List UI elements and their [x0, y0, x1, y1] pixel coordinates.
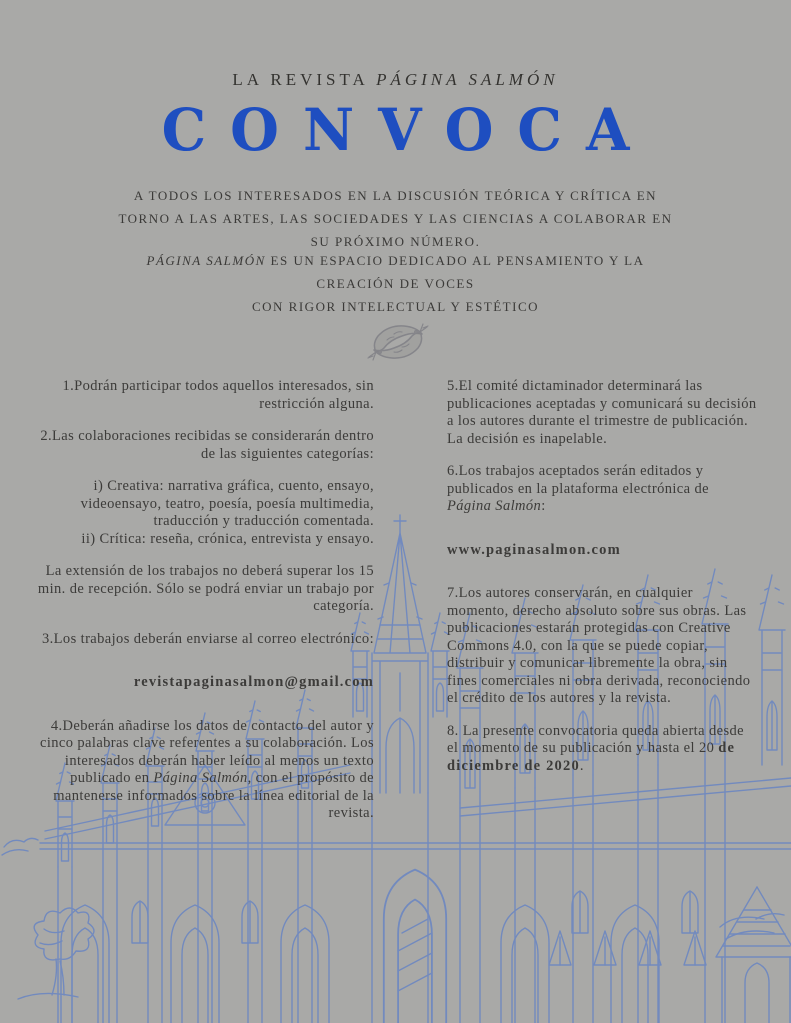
- guideline-length: La extensión de los trabajos no deberá superar los 15 min. de recepción. Sólo se podrá enviar un trabajo por categoría.: [37, 563, 374, 614]
- guideline-4: 4.Deberán añadirse los datos de contacto del autor y cinco palabras clave referentes a su colaboración. Los interesados deberán haber leído al menos un texto publicado en Página Salmón, con el propósito de mantenerse informados sobre la línea editorial de la revista.: [39, 717, 374, 821]
- salmon-fish-logo-icon: [365, 315, 431, 369]
- guidelines-columns: [0, 378, 791, 838]
- intro-mission-text: PÁGINA SALMÓN ES UN ESPACIO DEDICADO AL PENSAMIENTO Y LA CREACIÓN DE VOCES CON RIGOR INTELECTUAL Y ESTÉTICO: [146, 253, 645, 314]
- right-column: [447, 378, 757, 838]
- guideline-7: 7.Los autores conservarán, en cualquier momento, derecho absoluto sobre sus obras. Las publicaciones estarán protegidas con Creative Commons 4.0, con la que se puede copiar, distribuir y comunicar libremente la obra, sin fines comerciales ni obra derivada, reconociendo el crédito de los autores y la revista.: [447, 585, 751, 706]
- convoca-title: CONVOCA: [161, 95, 654, 165]
- guideline-5: 5.El comité dictaminador determinará las publicaciones aceptadas y comunicará su decisión a los autores durante el trimestre de publicación. La decisión es inapelable.: [447, 378, 757, 447]
- magazine-kicker: LA REVISTA PÁGINA SALMÓN: [232, 70, 559, 89]
- guideline-1: 1.Podrán participar todos aquellos interesados, sin restricción alguna.: [62, 378, 374, 412]
- email-address: revistapaginasalmon@gmail.com: [133, 674, 374, 690]
- guideline-8-deadline: 8. La presente convocatoria queda abierta desde el momento de su publicación y hasta el 20 de diciembre de 2020.: [447, 722, 744, 774]
- guideline-6: 6.Los trabajos aceptados serán editados y publicados en la plataforma electrónica de Página Salmón:: [447, 463, 709, 514]
- guideline-2: 2.Las colaboraciones recibidas se considerarán dentro de las siguientes categorías:: [40, 428, 374, 462]
- intro-call-text: A TODOS LOS INTERESADOS EN LA DISCUSIÓN TEÓRICA Y CRÍTICA EN TORNO A LAS ARTES, LAS SOCIEDADES Y LAS CIENCIAS A COLABORAR EN SU PRÓXIMO NÚMERO.: [118, 188, 673, 249]
- left-column: [34, 378, 374, 838]
- website-url: www.paginasalmon.com: [447, 541, 621, 558]
- guideline-categories: i) Creativa: narrativa gráfica, cuento, ensayo, videoensayo, teatro, poesía, poesía multimedia, traducción y traducción comentada. ii) Crítica: reseña, crónica, entrevista y ensayo.: [80, 478, 374, 547]
- guideline-3: 3.Los trabajos deberán enviarse al correo electrónico:: [42, 630, 374, 647]
